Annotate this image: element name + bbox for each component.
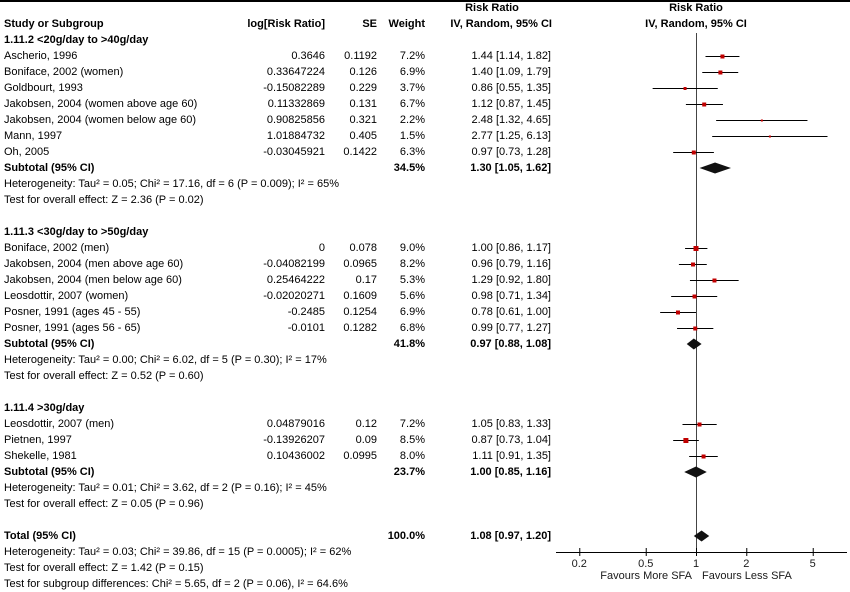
x-axis-tick-label: 0.5 [638, 558, 654, 570]
subtotal-label: Subtotal (95% CI) [4, 162, 95, 174]
log-rr-value: 0.11332869 [267, 98, 325, 110]
effect-square [692, 151, 696, 155]
plot-header-line1: Risk Ratio [669, 2, 723, 14]
overall-effect-note: Test for overall effect: Z = 0.05 (P = 0.96) [4, 498, 204, 510]
effect-square [718, 71, 722, 75]
ci-value: 2.77 [1.25, 6.13] [471, 130, 551, 142]
weight-value: 8.0% [399, 450, 425, 462]
weight-value: 8.5% [399, 434, 425, 446]
se-value: 0.131 [349, 98, 377, 110]
weight-value: 9.0% [399, 242, 425, 254]
se-value: 0.09 [355, 434, 377, 446]
se-value: 0.1254 [343, 306, 377, 318]
ci-value: 0.98 [0.71, 1.34] [471, 290, 551, 302]
study-name: Oh, 2005 [4, 146, 50, 158]
se-value: 0.1422 [343, 146, 377, 158]
group-heading: 1.11.3 <30g/day to >50g/day [4, 226, 149, 238]
log-rr-value: 0.10436002 [266, 450, 325, 462]
ci-value: 1.08 [0.97, 1.20] [470, 530, 551, 542]
ci-value: 0.97 [0.88, 1.08] [470, 338, 551, 350]
group-heading: 1.11.2 <20g/day to >40g/day [4, 34, 149, 46]
ci-value: 0.78 [0.61, 1.00] [471, 306, 551, 318]
effect-square [684, 87, 687, 90]
favours-left-label: Favours More SFA [600, 570, 692, 582]
heterogeneity-note: Heterogeneity: Tau² = 0.00; Chi² = 6.02, df = 5 (P = 0.30); I² = 17% [4, 354, 327, 366]
effect-column-header-line2: IV, Random, 95% CI [450, 18, 552, 30]
weight-value: 6.7% [399, 98, 425, 110]
study-name: Boniface, 2002 (women) [4, 66, 124, 78]
favours-right-label: Favours Less SFA [702, 570, 792, 582]
effect-square [702, 455, 706, 459]
weight-value: 8.2% [399, 258, 425, 270]
log-rr-column-header: log[Risk Ratio] [247, 18, 325, 30]
ci-value: 0.86 [0.55, 1.35] [471, 82, 551, 94]
study-name: Ascherio, 1996 [4, 50, 78, 62]
ci-value: 0.96 [0.79, 1.16] [471, 258, 551, 270]
study-name: Jakobsen, 2004 (women above age 60) [4, 98, 198, 110]
weight-value: 3.7% [399, 82, 425, 94]
log-rr-value: 0.04879016 [266, 418, 325, 430]
weight-value: 2.2% [399, 114, 425, 126]
log-rr-value: 1.01884732 [266, 130, 325, 142]
se-value: 0.321 [349, 114, 377, 126]
weight-value: 7.2% [399, 50, 425, 62]
weight-value: 6.3% [399, 146, 425, 158]
weight-value: 34.5% [393, 162, 425, 174]
ci-value: 1.40 [1.09, 1.79] [471, 66, 551, 78]
log-rr-value: -0.2485 [287, 306, 325, 318]
heterogeneity-note: Heterogeneity: Tau² = 0.01; Chi² = 3.62, df = 2 (P = 0.16); I² = 45% [4, 482, 327, 494]
effect-square [702, 103, 706, 107]
study-name: Jakobsen, 2004 (men above age 60) [4, 258, 184, 270]
ci-value: 2.48 [1.32, 4.65] [471, 114, 551, 126]
log-rr-value: 0.90825856 [266, 114, 325, 126]
effect-square [712, 279, 716, 283]
ci-value: 1.12 [0.87, 1.45] [471, 98, 551, 110]
log-rr-value: 0.25464222 [266, 274, 325, 286]
study-name: Posner, 1991 (ages 56 - 65) [4, 322, 141, 334]
subtotal-label: Subtotal (95% CI) [4, 466, 95, 478]
study-name: Pietnen, 1997 [4, 434, 72, 446]
overall-effect-note: Test for overall effect: Z = 1.42 (P = 0.15) [4, 562, 204, 574]
effect-square [769, 136, 771, 138]
se-value: 0.0965 [343, 258, 377, 270]
log-rr-value: -0.03045921 [263, 146, 325, 158]
heterogeneity-note: Heterogeneity: Tau² = 0.03; Chi² = 39.86, df = 15 (P = 0.0005); I² = 62% [4, 546, 352, 558]
log-rr-value: 0 [318, 242, 325, 254]
effect-square [676, 311, 680, 315]
study-name: Goldbourt, 1993 [4, 82, 83, 94]
se-value: 0.1282 [343, 322, 377, 334]
effect-square [694, 246, 699, 251]
x-axis-tick-label: 2 [743, 558, 750, 570]
log-rr-value: -0.04082199 [263, 258, 325, 270]
se-value: 0.17 [355, 274, 377, 286]
log-rr-value: -0.13926207 [263, 434, 325, 446]
weight-value: 100.0% [387, 530, 425, 542]
log-rr-value: -0.15082289 [263, 82, 325, 94]
effect-square [693, 327, 697, 331]
se-column-header: SE [362, 18, 377, 30]
study-name: Jakobsen, 2004 (men below age 60) [4, 274, 182, 286]
effect-square [720, 55, 724, 59]
ci-value: 1.44 [1.14, 1.82] [471, 50, 551, 62]
log-rr-value: -0.02020271 [263, 290, 325, 302]
overall-effect-note: Test for overall effect: Z = 0.52 (P = 0.60) [4, 370, 204, 382]
weight-value: 6.9% [399, 306, 425, 318]
effect-square [691, 263, 695, 267]
ci-value: 0.87 [0.73, 1.04] [471, 434, 551, 446]
weight-value: 1.5% [399, 130, 425, 142]
weight-value: 5.3% [399, 274, 425, 286]
log-rr-value: -0.0101 [287, 322, 325, 334]
ci-value: 0.97 [0.73, 1.28] [471, 146, 551, 158]
se-value: 0.078 [349, 242, 377, 254]
se-value: 0.1609 [343, 290, 377, 302]
weight-column-header: Weight [388, 18, 425, 30]
se-value: 0.1192 [344, 50, 377, 62]
effect-square [698, 423, 702, 427]
total-label: Total (95% CI) [4, 530, 76, 542]
ci-value: 1.00 [0.85, 1.16] [470, 466, 551, 478]
weight-value: 6.9% [399, 66, 425, 78]
weight-value: 7.2% [399, 418, 425, 430]
subgroup-differences-note: Test for subgroup differences: Chi² = 5.65, df = 2 (P = 0.06), I² = 64.6% [4, 578, 348, 590]
se-value: 0.126 [349, 66, 377, 78]
weight-value: 41.8% [393, 338, 425, 350]
effect-square [761, 120, 763, 122]
ci-value: 1.11 [0.91, 1.35] [472, 450, 551, 462]
subtotal-diamond [687, 339, 702, 350]
x-axis-tick-label: 5 [809, 558, 816, 570]
study-name: Mann, 1997 [4, 130, 63, 142]
ci-value: 1.30 [1.05, 1.62] [470, 162, 551, 174]
x-axis-tick-label: 1 [692, 558, 700, 570]
effect-column-header-line1: Risk Ratio [465, 2, 519, 14]
study-name: Leosdottir, 2007 (men) [4, 418, 115, 430]
weight-value: 5.6% [399, 290, 425, 302]
study-name: Leosdottir, 2007 (women) [4, 290, 129, 302]
subtotal-diamond [700, 163, 731, 174]
subtotal-diamond [684, 467, 707, 478]
effect-square [683, 438, 688, 443]
ci-value: 1.29 [0.92, 1.80] [471, 274, 551, 286]
ci-value: 1.05 [0.83, 1.33] [471, 418, 551, 430]
weight-value: 23.7% [393, 466, 425, 478]
study-name: Shekelle, 1981 [4, 450, 77, 462]
effect-square [693, 295, 697, 299]
ci-value: 1.00 [0.86, 1.17] [471, 242, 551, 254]
se-value: 0.229 [349, 82, 377, 94]
log-rr-value: 0.3646 [291, 50, 325, 62]
se-value: 0.0995 [343, 450, 377, 462]
x-axis-tick-label: 0.2 [571, 558, 587, 570]
ci-value: 0.99 [0.77, 1.27] [471, 322, 551, 334]
group-heading: 1.11.4 >30g/day [4, 402, 85, 414]
log-rr-value: 0.33647224 [266, 66, 325, 78]
se-value: 0.405 [349, 130, 377, 142]
weight-value: 6.8% [399, 322, 425, 334]
subtotal-label: Subtotal (95% CI) [4, 338, 95, 350]
plot-header-line2: IV, Random, 95% CI [645, 18, 747, 30]
study-name: Boniface, 2002 (men) [4, 242, 110, 254]
se-value: 0.12 [355, 418, 377, 430]
study-name: Jakobsen, 2004 (women below age 60) [4, 114, 197, 126]
study-column-header: Study or Subgroup [4, 18, 104, 30]
overall-effect-note: Test for overall effect: Z = 2.36 (P = 0.02) [4, 194, 204, 206]
study-name: Posner, 1991 (ages 45 - 55) [4, 306, 141, 318]
heterogeneity-note: Heterogeneity: Tau² = 0.05; Chi² = 17.16, df = 6 (P = 0.009); I² = 65% [4, 178, 339, 190]
